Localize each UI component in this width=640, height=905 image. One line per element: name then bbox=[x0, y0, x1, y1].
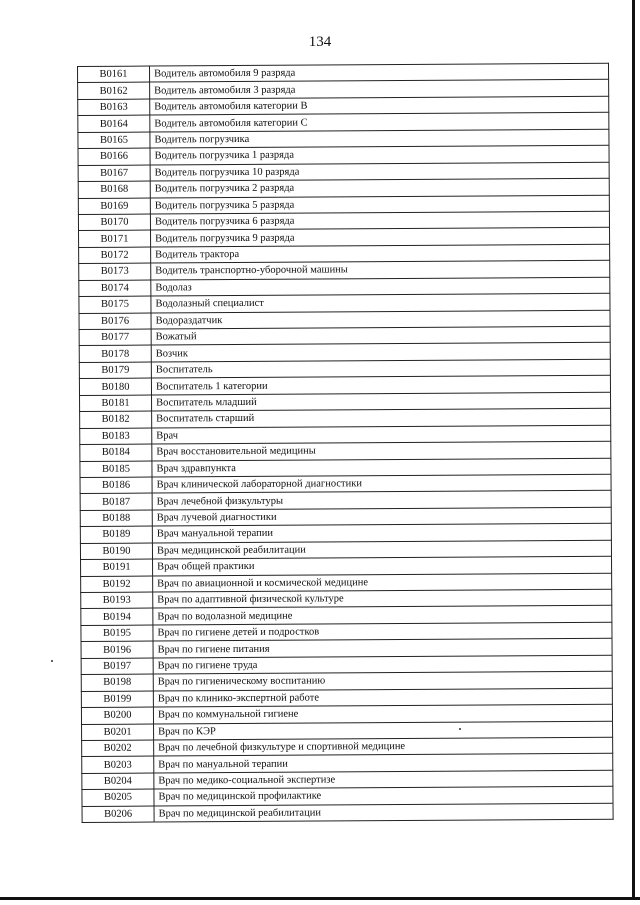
occupation-code: B0187 bbox=[80, 493, 152, 510]
occupation-code: B0203 bbox=[82, 756, 154, 773]
occupation-code: B0199 bbox=[81, 691, 153, 708]
occupation-name: Водитель погрузчика 10 разряда bbox=[150, 162, 609, 181]
occupation-code: B0166 bbox=[78, 148, 150, 165]
occupation-name: Врач по гигиеническому воспитанию bbox=[153, 671, 612, 690]
occupation-code: B0177 bbox=[79, 329, 151, 346]
occupation-code: B0163 bbox=[78, 99, 150, 116]
occupation-code: B0204 bbox=[82, 773, 154, 790]
occupation-code: B0196 bbox=[81, 641, 153, 658]
occupation-name: Воспитатель 1 категории bbox=[151, 376, 610, 395]
occupation-code: B0205 bbox=[82, 789, 154, 806]
occupation-code: B0188 bbox=[80, 510, 152, 527]
occupation-code: B0181 bbox=[80, 395, 152, 412]
occupation-name: Врач по клинико-экспертной работе bbox=[153, 688, 612, 707]
occupation-code: B0202 bbox=[82, 740, 154, 757]
occupation-name: Врач по адаптивной физической культуре bbox=[153, 589, 612, 608]
occupation-name: Врач по гигиене питания bbox=[153, 639, 612, 658]
occupation-code: B0206 bbox=[82, 806, 154, 823]
occupation-code: B0200 bbox=[81, 707, 153, 724]
occupation-name: Водитель автомобиля 3 разряда bbox=[150, 80, 609, 99]
occupation-name: Врач по мануальной терапии bbox=[154, 754, 613, 773]
occupation-code: B0198 bbox=[81, 674, 153, 691]
occupation-code: B0172 bbox=[79, 247, 151, 264]
occupation-code: B0164 bbox=[78, 115, 150, 132]
occupation-name: Водитель погрузчика 6 разряда bbox=[150, 211, 609, 230]
occupation-name: Водолазный специалист bbox=[151, 293, 610, 312]
occupation-name: Водитель погрузчика bbox=[150, 129, 609, 148]
table-body bbox=[78, 63, 614, 822]
occupation-name: Врач лечебной физкультуры bbox=[152, 491, 611, 510]
scan-edge-bottom bbox=[0, 897, 640, 900]
occupation-name: Водитель погрузчика 2 разряда bbox=[150, 178, 609, 197]
occupation-name: Водитель погрузчика 5 разряда bbox=[150, 195, 609, 214]
occupation-name: Водораздатчик bbox=[151, 310, 610, 329]
occupation-name: Водитель автомобиля 9 разряда bbox=[150, 63, 609, 82]
occupation-code: B0161 bbox=[78, 66, 150, 83]
occupation-name: Врач мануальной терапии bbox=[152, 523, 611, 542]
occupation-code: B0189 bbox=[80, 526, 152, 543]
occupation-name: Врач по авиационной и космической медицине bbox=[153, 573, 612, 592]
occupation-code: B0195 bbox=[81, 625, 153, 642]
occupation-name: Водитель трактора bbox=[151, 244, 610, 263]
occupation-code: B0174 bbox=[79, 280, 151, 297]
occupation-name: Врач по медицинской реабилитации bbox=[154, 803, 613, 822]
occupation-code: B0184 bbox=[80, 444, 152, 461]
occupation-code: B0192 bbox=[81, 576, 153, 593]
occupation-code: B0175 bbox=[79, 296, 151, 313]
occupation-name: Врач по лечебной физкультуре и спортивной медицине bbox=[154, 737, 613, 756]
occupation-name: Водитель погрузчика 9 разряда bbox=[151, 228, 610, 247]
occupation-name: Водолаз bbox=[151, 277, 610, 296]
occupation-name: Врач по медицинской профилактике bbox=[154, 786, 613, 805]
occupation-code: B0197 bbox=[81, 658, 153, 675]
occupation-name: Врач восстановительной медицины bbox=[152, 441, 611, 460]
occupation-code: B0185 bbox=[80, 461, 152, 478]
occupation-code: B0194 bbox=[81, 608, 153, 625]
occupation-name: Воспитатель старший bbox=[152, 408, 611, 427]
occupation-code: B0173 bbox=[79, 263, 151, 280]
occupation-name: Врач по гигиене детей и подростков bbox=[153, 622, 612, 641]
occupation-code: B0182 bbox=[80, 411, 152, 428]
occupation-name: Вожатый bbox=[151, 326, 610, 345]
occupation-code: B0190 bbox=[80, 543, 152, 560]
occupation-code: B0179 bbox=[79, 362, 151, 379]
occupation-name: Врач по гигиене труда bbox=[153, 655, 612, 674]
occupation-name: Врач клинической лабораторной диагностики bbox=[152, 474, 611, 493]
occupation-code: B0165 bbox=[78, 132, 150, 149]
occupation-code: B0162 bbox=[78, 82, 150, 99]
occupation-name: Водитель транспортно-уборочной машины bbox=[151, 260, 610, 279]
occupation-code: B0186 bbox=[80, 477, 152, 494]
occupation-code: B0178 bbox=[79, 345, 151, 362]
occupation-name: Водитель погрузчика 1 разряда bbox=[150, 145, 609, 164]
occupation-name: Возчик bbox=[151, 343, 610, 362]
occupation-name: Врач по водолазной медицине bbox=[153, 606, 612, 625]
page-number: 134 bbox=[308, 34, 332, 50]
occupation-name: Врач bbox=[152, 425, 611, 444]
occupation-code: B0171 bbox=[79, 230, 151, 247]
occupation-code-table bbox=[77, 63, 614, 823]
table-row bbox=[82, 803, 613, 823]
scan-speck bbox=[51, 660, 53, 662]
occupation-name: Врач здравпункта bbox=[152, 458, 611, 477]
occupation-code: B0176 bbox=[79, 313, 151, 330]
occupation-code: B0168 bbox=[78, 181, 150, 198]
occupation-code: B0169 bbox=[78, 198, 150, 215]
scan-edge-right bbox=[632, 0, 635, 900]
occupation-name: Воспитатель младший bbox=[152, 392, 611, 411]
occupation-code: B0191 bbox=[81, 559, 153, 576]
occupation-code: B0180 bbox=[79, 378, 151, 395]
occupation-name: Водитель автомобиля категории C bbox=[150, 113, 609, 132]
occupation-name: Водитель автомобиля категории B bbox=[150, 96, 609, 115]
occupation-code: B0201 bbox=[82, 724, 154, 741]
occupation-code: B0170 bbox=[78, 214, 150, 231]
occupation-name: Врач общей практики bbox=[153, 556, 612, 575]
occupation-name: Врач лучевой диагностики bbox=[152, 507, 611, 526]
occupation-code: B0193 bbox=[81, 592, 153, 609]
occupation-name: Воспитатель bbox=[151, 359, 610, 378]
occupation-name: Врач медицинской реабилитации bbox=[152, 540, 611, 559]
occupation-name: Врач по КЭР bbox=[154, 721, 613, 740]
scan-speck bbox=[459, 728, 461, 730]
occupation-name: Врач по коммунальной гигиене bbox=[153, 704, 612, 723]
occupation-name: Врач по медико-социальной экспертизе bbox=[154, 770, 613, 789]
occupation-code: B0167 bbox=[78, 165, 150, 182]
occupation-code: B0183 bbox=[80, 428, 152, 445]
